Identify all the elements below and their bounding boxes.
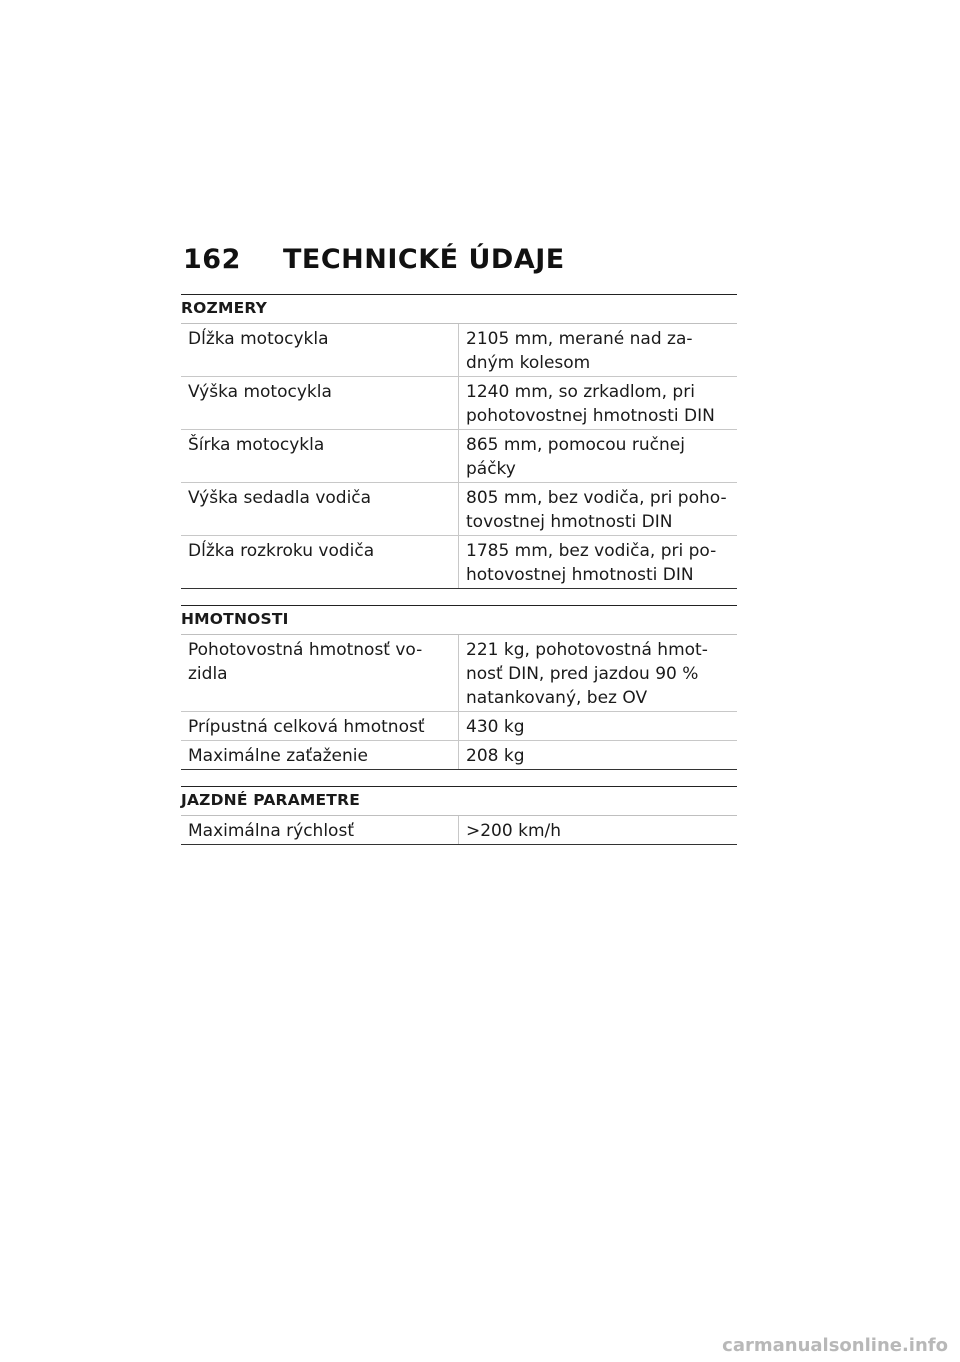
section-title: HMOTNOSTI [181, 606, 737, 635]
spec-row [181, 712, 737, 741]
spec-label: Maximálna rýchlosť [181, 816, 459, 844]
spec-value: 221 kg, pohotovostná hmot- nosť DIN, pred jazdou 90 % natankovaný, bez OV [466, 640, 708, 708]
spec-label: Pohotovostná hmotnosť vo- zidla [181, 635, 459, 711]
section-dimensions [181, 294, 737, 589]
spec-value: 805 mm, bez vodiča, pri poho- tovostnej hmotnosti DIN [466, 488, 727, 532]
spec-row [181, 324, 737, 377]
spec-label: Dĺžka rozkroku vodiča [181, 536, 459, 588]
spec-label: Maximálne zaťaženie [181, 741, 459, 769]
spec-row [181, 816, 737, 845]
spec-value: 208 kg [466, 746, 525, 766]
spec-value: 1785 mm, bez vodiča, pri po- hotovostnej hmotnosti DIN [466, 541, 717, 585]
spec-value: 865 mm, pomocou ručnej páčky [466, 435, 685, 479]
spec-row [181, 377, 737, 430]
section-title: JAZDNÉ PARAMETRE [181, 787, 737, 816]
spec-row [181, 741, 737, 770]
spec-value: 1240 mm, so zrkadlom, pri pohotovostnej hmotnosti DIN [466, 382, 715, 426]
spec-content [181, 294, 737, 861]
section-title: ROZMERY [181, 295, 737, 324]
section-weights [181, 605, 737, 770]
spec-value: 430 kg [466, 717, 525, 737]
spec-row [181, 430, 737, 483]
spec-label: Prípustná celková hmotnosť [181, 712, 459, 740]
spec-value: 2105 mm, merané nad za- dným kolesom [466, 329, 693, 373]
spec-row [181, 536, 737, 589]
spec-label: Šírka motocykla [181, 430, 459, 482]
page-header [183, 244, 565, 275]
spec-row [181, 635, 737, 712]
page-number: 162 [183, 244, 241, 275]
spec-label: Dĺžka motocykla [181, 324, 459, 376]
spec-label: Výška sedadla vodiča [181, 483, 459, 535]
section-performance [181, 786, 737, 845]
spec-row [181, 483, 737, 536]
spec-value: >200 km/h [466, 821, 562, 841]
spec-label: Výška motocykla [181, 377, 459, 429]
chapter-title: TECHNICKÉ ÚDAJE [283, 244, 565, 275]
watermark: carmanualsonline.info [722, 1335, 948, 1356]
